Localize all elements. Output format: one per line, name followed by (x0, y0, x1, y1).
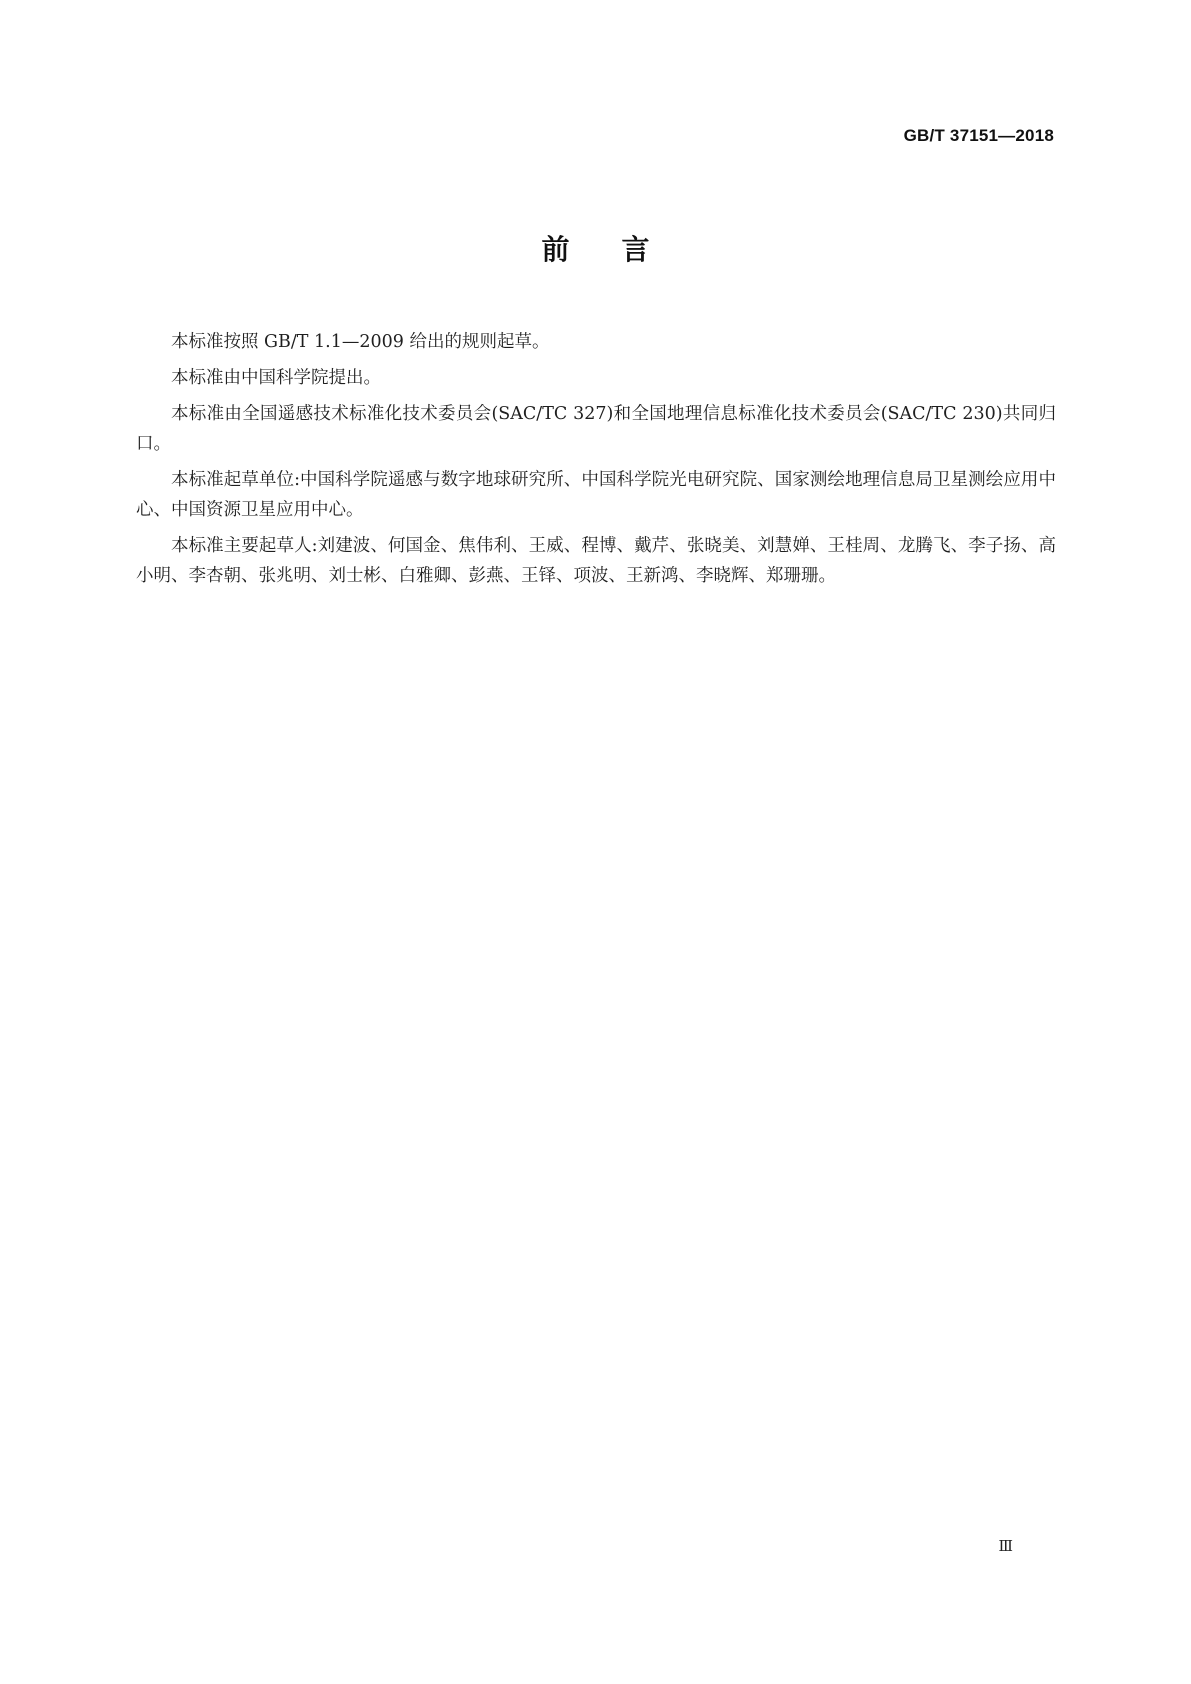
paragraph-drafting-rules: 本标准按照 GB/T 1.1—2009 给出的规则起草。 (171, 332, 550, 352)
paragraph-main-drafters: 本标准主要起草人:刘建波、何国金、焦伟利、王威、程博、戴芹、张晓美、刘慧婵、王桂周、龙腾飞、李子扬、高小明、李杏朝、张兆明、刘士彬、白雅卿、彭燕、王铎、项波、王新鸿、李晓辉、郑珊珊。 (136, 536, 1056, 586)
document-body (136, 327, 1056, 597)
paragraph-technical-committee: 本标准由全国遥感技术标准化技术委员会(SAC/TC 327)和全国地理信息标准化技术委员会(SAC/TC 230)共同归口。 (136, 404, 1056, 454)
paragraph-drafting-units: 本标准起草单位:中国科学院遥感与数字地球研究所、中国科学院光电研究院、国家测绘地理信息局卫星测绘应用中心、中国资源卫星应用中心。 (136, 470, 1056, 520)
paragraph-proposer: 本标准由中国科学院提出。 (171, 368, 381, 388)
page-number: Ⅲ (998, 1537, 1013, 1555)
page-title: 前言 (541, 233, 702, 266)
standard-code: GB/T 37151—2018 (903, 126, 1054, 145)
